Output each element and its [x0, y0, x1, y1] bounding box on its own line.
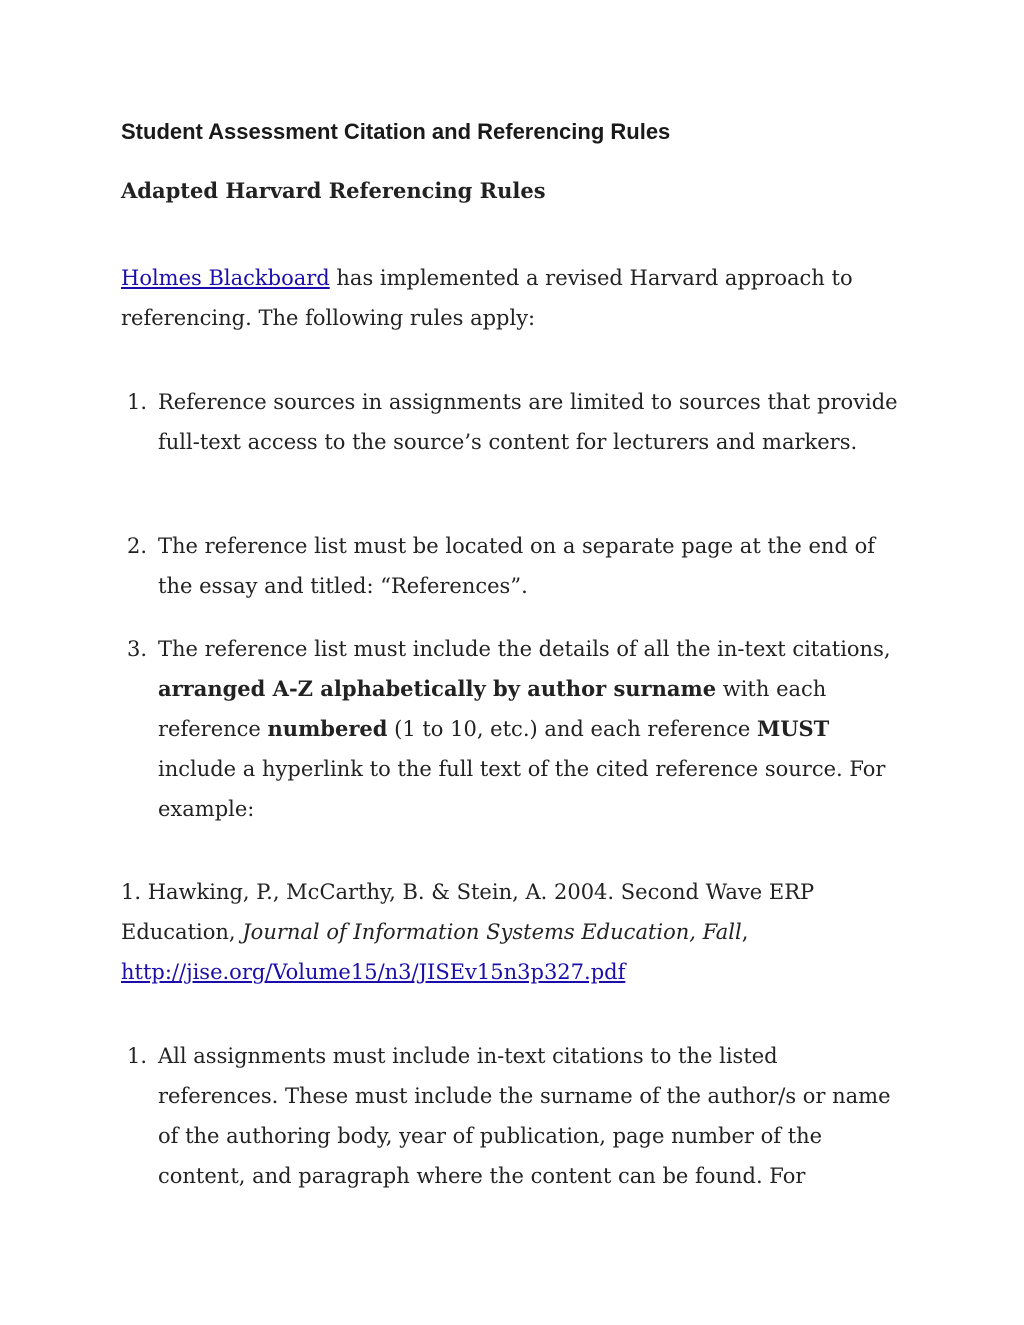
intro-text: has implemented a revised Harvard approach to referencing. The following rules apply:	[121, 266, 853, 330]
rule-bold-text: arranged A-Z alphabetically by author surname	[158, 676, 717, 701]
example-journal: Journal of Information Systems Education, Fall	[242, 920, 742, 944]
rule-text-part: with each reference	[158, 677, 827, 741]
page-subtitle: Adapted Harvard Referencing Rules	[121, 178, 546, 203]
rule-text-part: The reference list must include the details of all the in-text citations,	[158, 637, 891, 661]
example-url-link[interactable]: http://jise.org/Volume15/n3/JISEv15n3p327.pdf	[121, 960, 626, 984]
rule-bold-text: MUST	[756, 716, 830, 741]
rule-text-part: (1 to 10, etc.) and each reference	[387, 717, 757, 741]
rule-text: Reference sources in assignments are limited to sources that provide full-text access to the source’s content for lecturers and markers.	[158, 390, 898, 454]
rule-text: All assignments must include in-text citations to the listed references. These must include the surname of the author/s or name of the authoring body, year of publication, page number of the content, and paragraph where the content can be found. For	[158, 1044, 891, 1188]
rule-text: The reference list must be located on a separate page at the end of the essay and titled: “References”.	[158, 534, 875, 598]
rule-number: 2.	[127, 534, 148, 558]
rule-bold-text: numbered	[267, 716, 388, 741]
rule-text-part: include a hyperlink to the full text of the cited reference source. For example:	[158, 757, 886, 821]
page-title: Student Assessment Citation and Referencing Rules	[121, 119, 671, 144]
rule-text	[158, 629, 898, 829]
holmes-blackboard-link[interactable]: Holmes Blackboard	[121, 266, 330, 290]
intro-paragraph	[121, 258, 911, 338]
example-reference	[121, 872, 881, 992]
rule-number: 3.	[127, 637, 148, 661]
example-reference-text: 1. Hawking, P., McCarthy, B. & Stein, A. 2004. Second Wave ERP Education,	[121, 880, 815, 944]
rule-number: 1.	[127, 1044, 148, 1068]
example-separator: ,	[741, 920, 749, 944]
rule-number: 1.	[127, 390, 148, 414]
